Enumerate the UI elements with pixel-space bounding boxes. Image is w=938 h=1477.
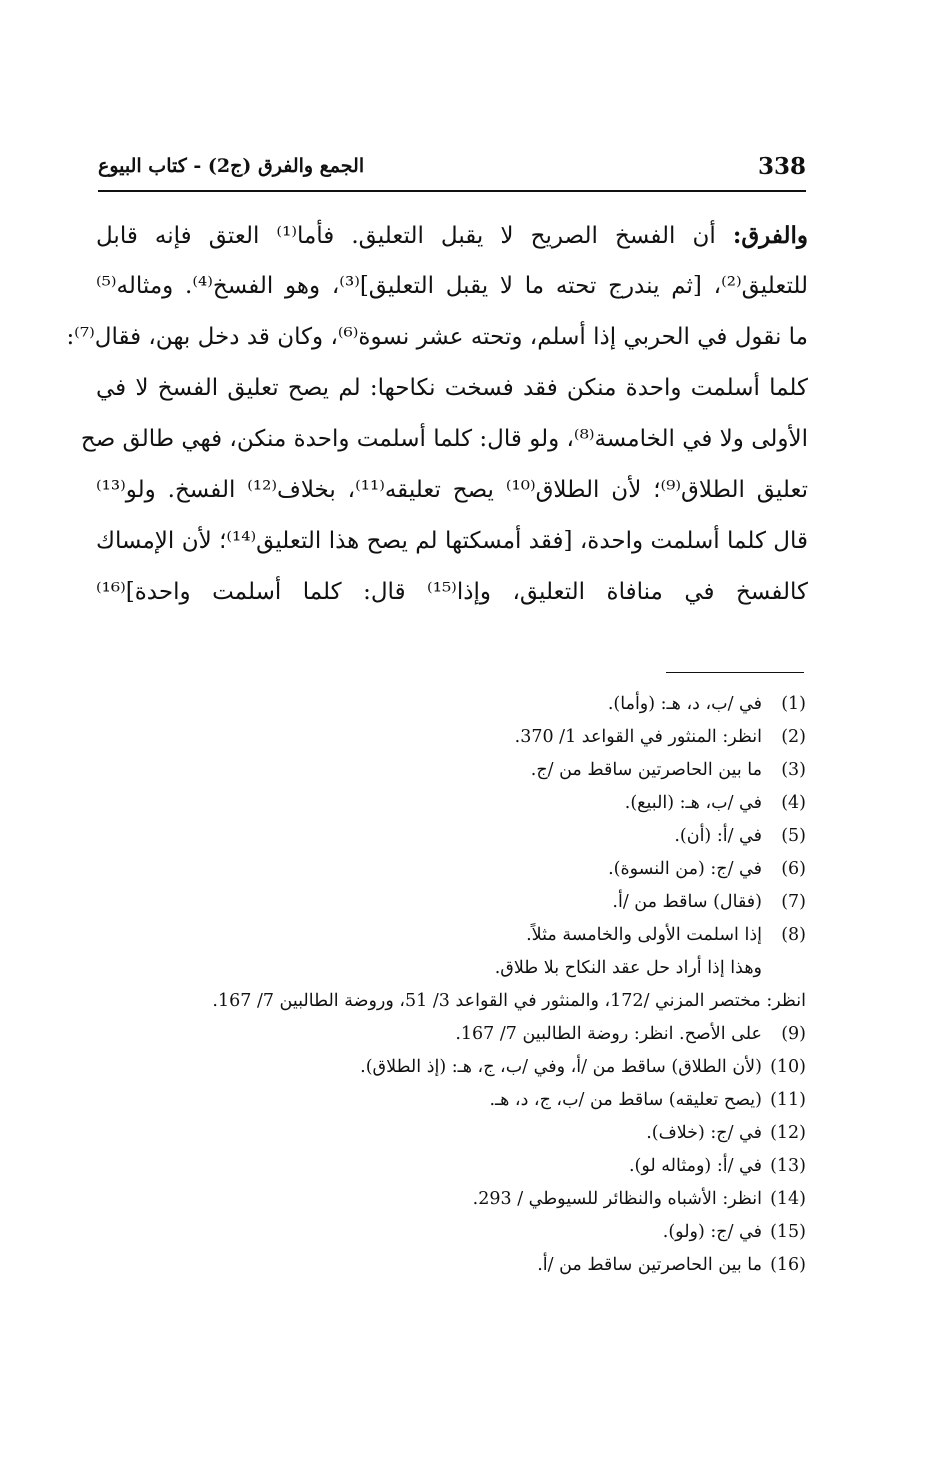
footnote-12 <box>100 1117 806 1150</box>
header-rule <box>98 190 806 192</box>
footnote-number: (6) <box>781 859 806 879</box>
lead-word: والفرق: <box>732 222 808 249</box>
footnote-number: (4) <box>781 793 806 813</box>
footnote-text: في /ب، د، هـ: (وأما). <box>607 694 762 714</box>
footnote-number: (14) <box>770 1189 806 1209</box>
footnote-number: (12) <box>770 1123 806 1143</box>
footnotes <box>100 688 806 1282</box>
footnote-text: ما بين الحاصرتين ساقط من /أ. <box>537 1255 762 1275</box>
footnote-text: انظر: الأشباه والنظائر للسيوطي / 293. <box>472 1189 762 1209</box>
footnote-number: (11) <box>770 1090 806 1110</box>
footnote-text: إذا اسلمت الأولى والخامسة مثلاً. <box>526 925 762 945</box>
footnote-text: (فقال) ساقط من /أ. <box>612 892 762 912</box>
page-number: 338 <box>757 152 806 180</box>
footnote-number: (3) <box>781 760 806 780</box>
footnote-8-reference <box>100 985 806 1018</box>
footnote-text: انظر: مختصر المزني /172، والمنثور في القواعد 3/ 51، وروضة الطالبين 7/ 167. <box>212 991 806 1011</box>
footnote-text: في /أ: (أن). <box>674 826 762 846</box>
footnote-number: (2) <box>781 727 806 747</box>
footnote-text: وهذا إذا أراد حل عقد النكاح بلا طلاق. <box>494 958 762 978</box>
footnote-13 <box>100 1150 806 1183</box>
footnote-number: (15) <box>770 1222 806 1242</box>
footnote-text: في /ج: (من النسوة). <box>608 859 762 879</box>
body-line-2: للتعليق⁽²⁾، [ثم يندرج تحته ما لا يقبل التعليق]⁽³⁾، وهو الفسخ⁽⁴⁾. ومثاله⁽⁵⁾ <box>96 273 809 299</box>
footnote-text: ما بين الحاصرتين ساقط من /ج. <box>530 760 762 780</box>
body-line-8: كالفسخ في منافاة التعليق، وإذا⁽¹⁵⁾ قال: كلما أسلمت واحدة]⁽¹⁶⁾ <box>96 579 808 605</box>
footnote-number: (5) <box>781 826 806 846</box>
footnote-2 <box>100 721 806 754</box>
page-header <box>98 148 806 184</box>
footnote-separator <box>666 672 804 673</box>
footnote-number: (8) <box>781 925 806 945</box>
footnote-number: (13) <box>770 1156 806 1176</box>
footnote-11 <box>100 1084 806 1117</box>
footnote-3 <box>100 754 806 787</box>
footnote-text: (يصح تعليقه) ساقط من /ب، ج، د، هـ. <box>489 1090 762 1110</box>
footnote-16 <box>100 1249 806 1282</box>
body-line-6: تعليق الطلاق⁽⁹⁾؛ لأن الطلاق⁽¹⁰⁾ يصح تعليقه⁽¹¹⁾، بخلاف⁽¹²⁾ الفسخ. ولو⁽¹³⁾ <box>96 477 808 503</box>
body-line-7: قال كلما أسلمت واحدة، [فقد أمسكتها لم يصح هذا التعليق⁽¹⁴⁾؛ لأن الإمساك <box>96 528 809 554</box>
footnote-text: في /أ: (ومثاله لو). <box>628 1156 762 1176</box>
footnote-text: في /ب، هـ: (البيع). <box>624 793 762 813</box>
footnote-8-continuation <box>100 952 806 985</box>
footnote-14 <box>100 1183 806 1216</box>
footnote-1 <box>100 688 806 721</box>
footnote-text: (لأن الطلاق) ساقط من /أ، وفي /ب، ج، هـ: (إذ الطلاق). <box>360 1057 762 1077</box>
footnote-number: (9) <box>781 1024 806 1044</box>
footnote-text: في /ج: (خلاف). <box>646 1123 762 1143</box>
footnote-8 <box>100 919 806 952</box>
footnote-text: على الأصح. انظر: روضة الطالبين 7/ 167. <box>455 1024 762 1044</box>
footnote-number: (10) <box>770 1057 806 1077</box>
footnote-number: (1) <box>781 694 806 714</box>
footnote-number: (7) <box>781 892 806 912</box>
footnote-15 <box>100 1216 806 1249</box>
body-line-1-text: أن الفسخ الصريح لا يقبل التعليق. فأما⁽¹⁾ العتق فإنه قابل <box>96 223 733 249</box>
body-line-5: الأولى ولا في الخامسة⁽⁸⁾، ولو قال: كلما أسلمت واحدة منكن، فهي طالق صح <box>80 426 808 452</box>
footnote-number: (16) <box>770 1255 806 1275</box>
footnote-7 <box>100 886 806 919</box>
footnote-text: في /ج: (ولو). <box>662 1222 762 1242</box>
footnote-10 <box>100 1051 806 1084</box>
body-line-1 <box>96 210 808 261</box>
footnote-4 <box>100 787 806 820</box>
footnote-6 <box>100 853 806 886</box>
running-title: الجمع والفرق (ج2) - كتاب البيوع <box>98 155 365 177</box>
body-line-3: ما نقول في الحربي إذا أسلم، وتحته عشر نسوة⁽⁶⁾، وكان قد دخل بهن، فقال⁽⁷⁾: <box>66 324 808 350</box>
footnote-text: انظر: المنثور في القواعد 1/ 370. <box>514 727 762 747</box>
footnote-9 <box>100 1018 806 1051</box>
footnote-5 <box>100 820 806 853</box>
body-paragraph <box>66 210 809 618</box>
body-line-4: كلما أسلمت واحدة منكن فقد فسخت نكاحها: لم يصح تعليق الفسخ لا في <box>96 375 808 401</box>
